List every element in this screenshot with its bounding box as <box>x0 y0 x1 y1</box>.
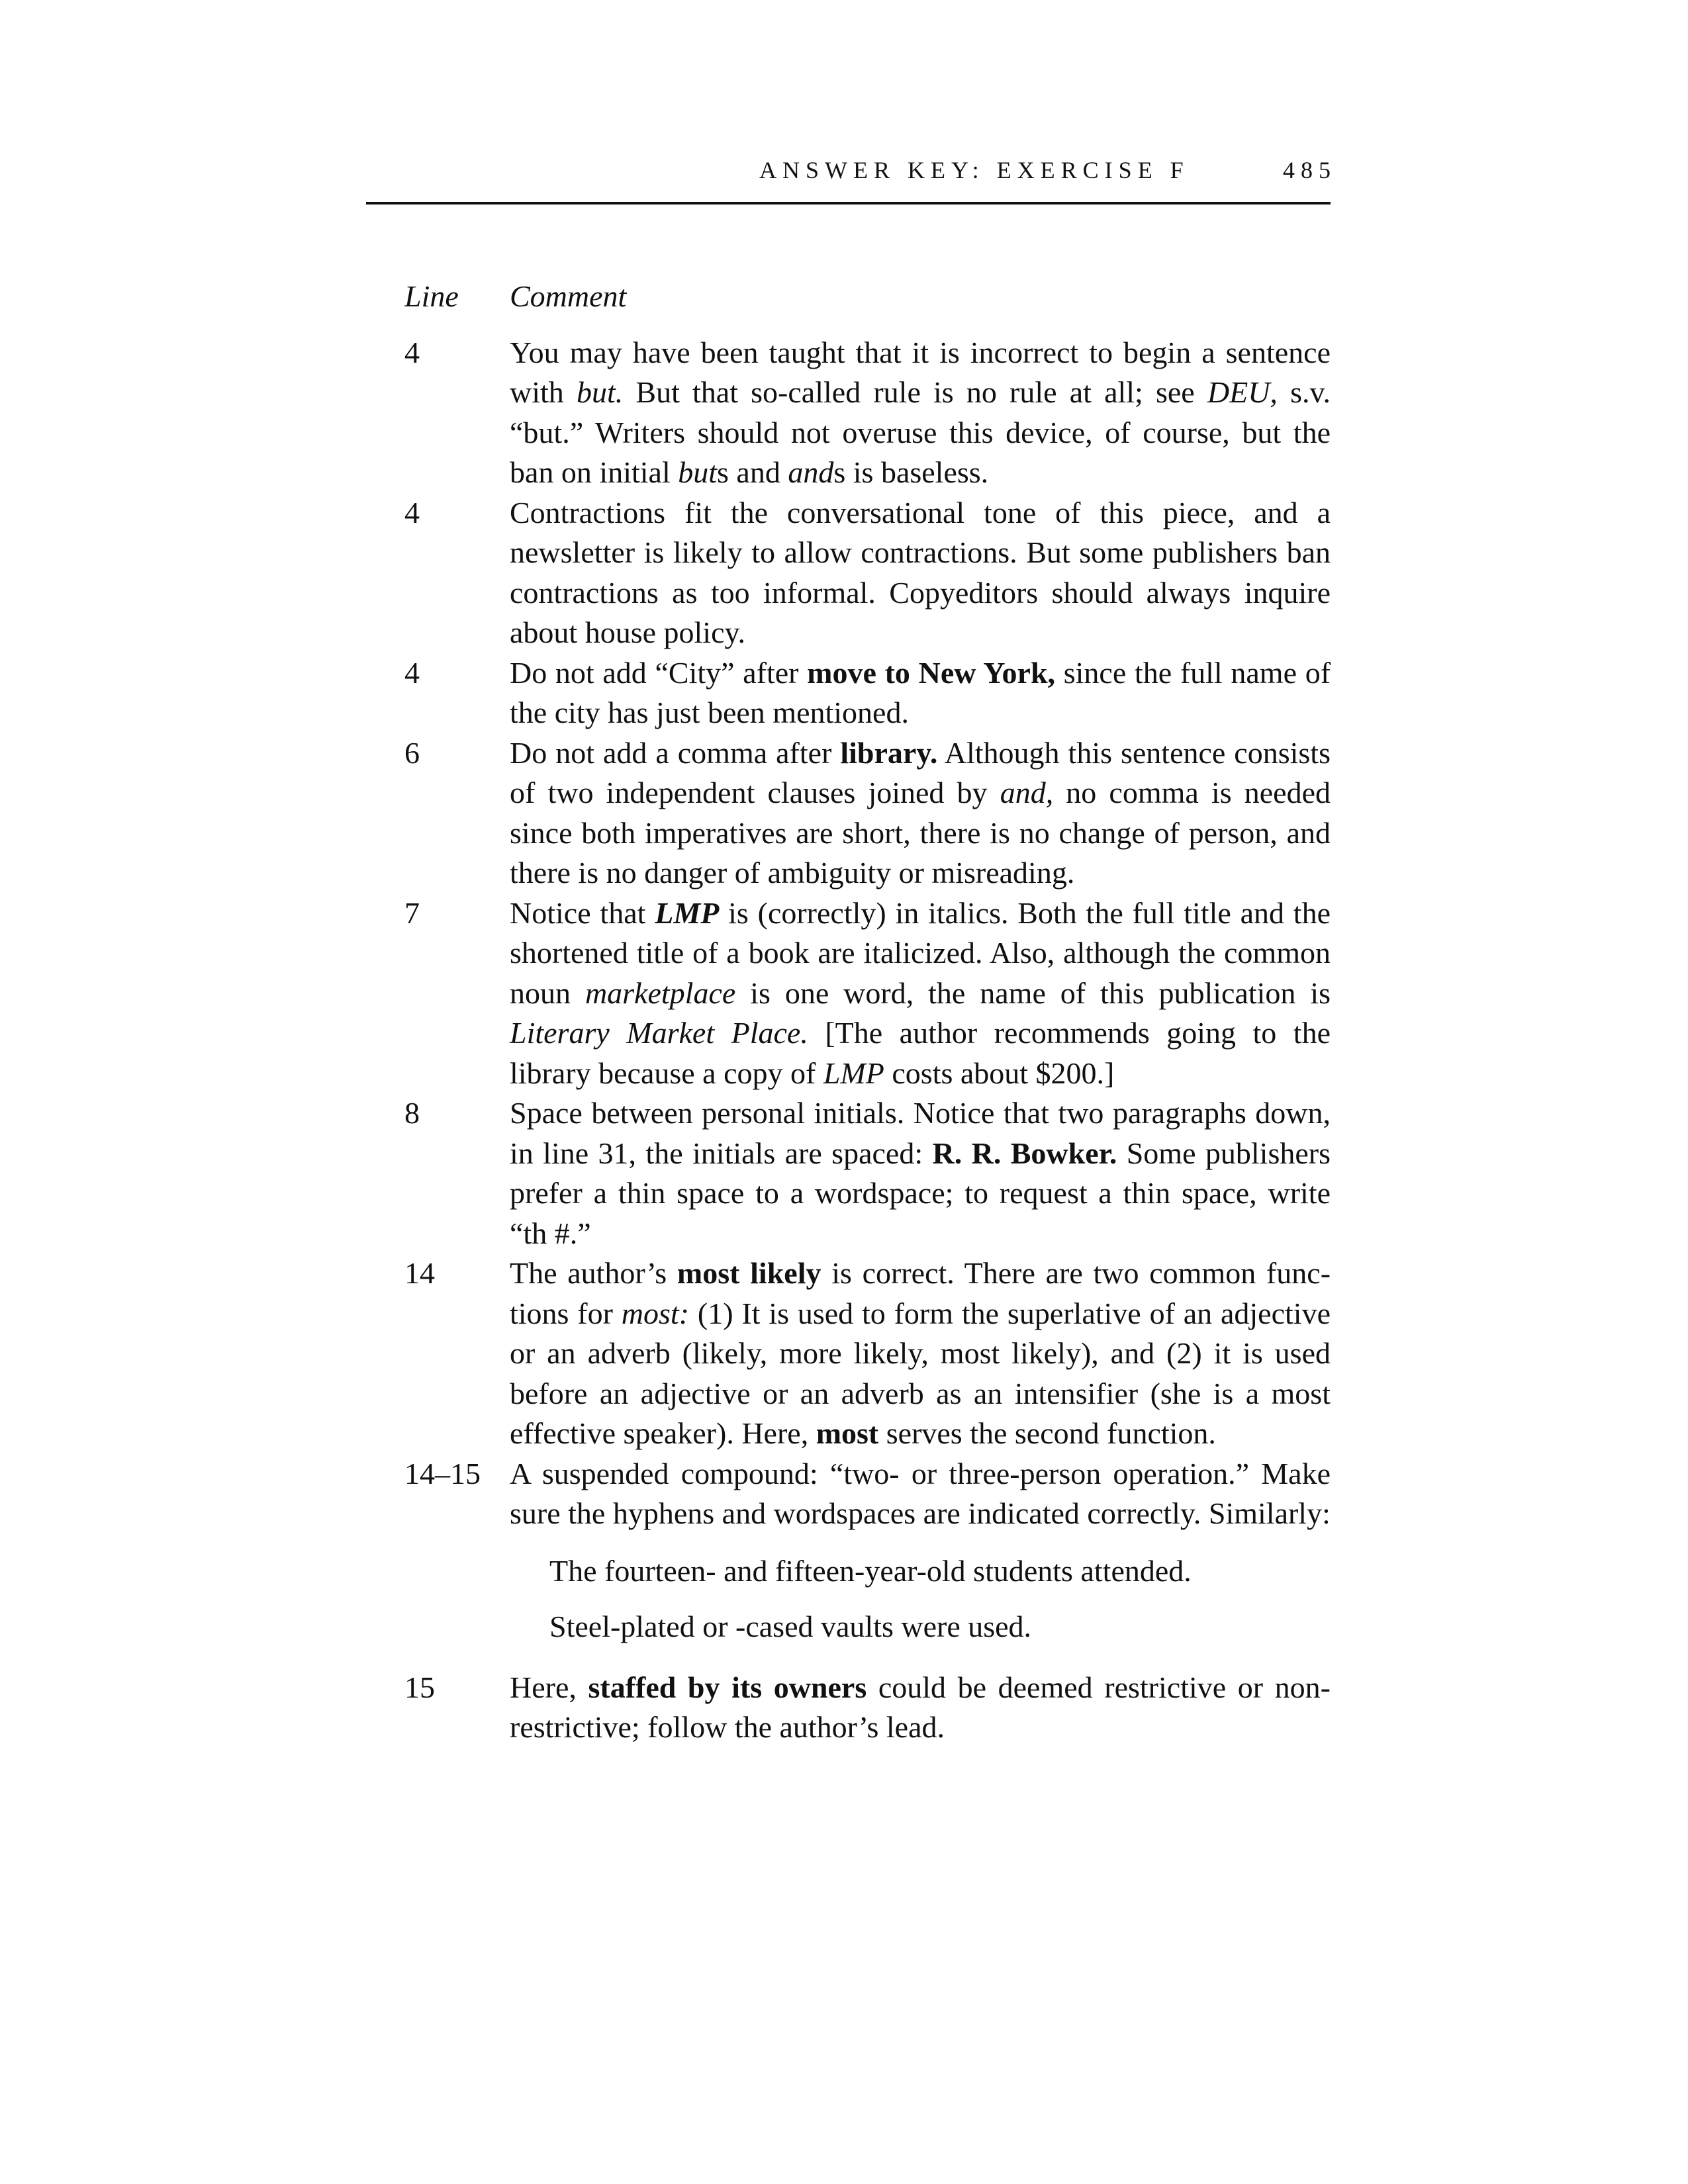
entry-row <box>404 653 1331 733</box>
comment-text: since the full name of the city has just been mentioned. <box>510 655 1331 729</box>
entry-row <box>404 493 1331 653</box>
example-sentence: Steel-plated or -cased vaults were used. <box>549 1609 1032 1643</box>
comment-text: (1) It is used to form the superlative of an adjective or an adverb (likely, more likely, most likely), and (2) it is used before an adjective or an adverb as an intensifier (she is a most effective speaker). Here, <box>510 1296 1331 1450</box>
comment-text: Notice that <box>510 895 655 930</box>
emphasized-text: R. R. Bowker. <box>932 1136 1117 1170</box>
entry-line-number: 4 <box>404 495 420 529</box>
emphasized-text: library. <box>840 735 938 770</box>
column-heading-line: Line <box>404 279 459 313</box>
column-headings <box>404 277 1331 317</box>
comment-text: Contractions fit the conversational tone of this piece, and a newsletter is likely to allow contractions. But some publishers ban contractions as too informal. Copyeditors should always inquire about house policy. <box>510 495 1331 649</box>
comment-text: serves the second function. <box>878 1416 1216 1450</box>
entry-comment <box>510 653 1331 733</box>
entry-row <box>404 333 1331 493</box>
running-head-title: ANSWER KEY: EXERCISE F <box>759 157 1190 183</box>
entry-comment <box>510 1253 1331 1454</box>
entry-row <box>404 1093 1331 1253</box>
emphasized-text: marketplace <box>585 976 736 1010</box>
comment-text: is one word, the name of this publication is <box>735 976 1331 1010</box>
comment-text: is correct. There are two common functions for <box>510 1256 1331 1330</box>
emphasized-text: but. <box>576 375 624 409</box>
comment-text: Some publishers prefer a thin space to a wordspace; to request a thin space, write “th #.” <box>510 1136 1331 1250</box>
entry-row <box>404 1668 1331 1748</box>
emphasized-text: move to New York, <box>807 655 1056 690</box>
entry-line-number: 4 <box>404 335 420 369</box>
running-head <box>366 156 1336 196</box>
emphasized-text: most likely <box>677 1256 821 1290</box>
comment-text: costs about $200.] <box>884 1056 1115 1090</box>
emphasized-text: and <box>788 455 834 489</box>
comment-text: s is baseless. <box>833 455 989 489</box>
comment-text: s.v. “but.” Writers should not overuse this device, of course, but the ban on initial <box>510 375 1331 489</box>
comment-text: A suspended compound: “two- or three-person operation.” Make sure the hyphens and wordspaces are indicated correctly. Similarly: <box>510 1456 1331 1530</box>
emphasized-text: and, <box>1000 776 1054 809</box>
comment-text: Although this sentence consists of two independent clauses joined by <box>510 735 1331 809</box>
entry-row <box>404 1454 1331 1534</box>
header-rule <box>366 202 1331 205</box>
entry-row <box>404 733 1331 893</box>
answer-key-table <box>404 277 1331 1748</box>
entry-line-number: 6 <box>404 735 420 770</box>
column-heading-comment: Comment <box>510 279 627 313</box>
entry-line-number: 15 <box>404 1670 435 1704</box>
comment-text: s and <box>717 455 788 489</box>
comment-text: is (correctly) in italics. Both the full title and the shortened title of a book are italicized. Also, although the common noun <box>510 895 1331 1010</box>
page-number: 485 <box>1283 157 1336 183</box>
entry-comment <box>510 493 1331 653</box>
example-sentence: The fourteen- and fifteen-year-old students attended. <box>549 1553 1192 1588</box>
entry-comment <box>510 733 1331 893</box>
entry-line-number: 4 <box>404 655 420 690</box>
comment-text: could be deemed restrictive or nonrestrictive; follow the author’s lead. <box>510 1670 1331 1744</box>
comment-text: Space between personal initials. Notice that two paragraphs down, in line 31, the initials are spaced: <box>510 1096 1331 1170</box>
emphasized-text: staffed by its owners <box>588 1670 867 1704</box>
entries-list <box>404 333 1331 1748</box>
entry-comment <box>510 333 1331 493</box>
emphasized-text: Literary Market Place. <box>510 1016 808 1050</box>
entry-comment <box>510 1668 1331 1748</box>
comment-text: Here, <box>510 1670 588 1704</box>
emphasized-text: DEU, <box>1207 375 1278 409</box>
entry-comment <box>510 1454 1331 1534</box>
emphasized-text: LMP <box>823 1056 884 1090</box>
entry-line-number: 14 <box>404 1256 435 1290</box>
emphasized-text: LMP <box>655 895 720 930</box>
comment-text: Do not add “City” after <box>510 655 808 690</box>
entry-row <box>404 1253 1331 1454</box>
entry-row <box>404 893 1331 1094</box>
comment-text: But that so-called rule is no rule at all; see <box>623 375 1207 409</box>
comment-text: [The author recommends going to the library because a copy of <box>510 1016 1331 1090</box>
entry-comment <box>510 893 1331 1094</box>
emphasized-text: but <box>678 455 718 489</box>
entry-line-number: 8 <box>404 1096 420 1130</box>
comment-text: The author’s <box>510 1256 677 1290</box>
emphasized-text: most: <box>621 1296 690 1330</box>
comment-text: You may have been taught that it is incorrect to begin a sentence with <box>510 335 1331 409</box>
comment-text: no comma is needed since both imperatives are short, there is no change of person, and there is no danger of ambiguity or misreading. <box>510 776 1331 889</box>
comment-text: Do not add a comma after <box>510 735 841 770</box>
example-sentences <box>404 1551 1331 1647</box>
entry-line-number: 14–15 <box>404 1456 481 1490</box>
emphasized-text: most <box>816 1416 879 1450</box>
entry-comment <box>510 1093 1331 1253</box>
entry-line-number: 7 <box>404 895 420 930</box>
